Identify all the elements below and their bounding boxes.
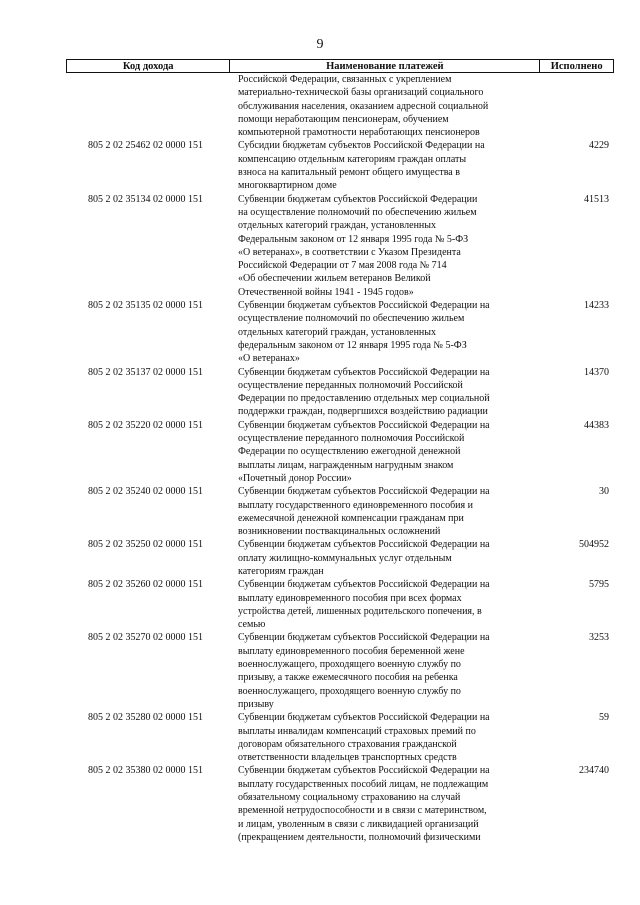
payment-name-line: ежемесячной денежной компенсации гражданам при bbox=[238, 512, 464, 524]
payment-name bbox=[238, 299, 546, 365]
payment-name-line: и лицам, уволенным в связи с ликвидацией организаций bbox=[238, 818, 479, 830]
payment-name bbox=[238, 764, 546, 844]
payment-name-line: осуществление переданного полномочия Российской bbox=[238, 433, 465, 445]
table-row bbox=[0, 193, 640, 299]
payment-name-line: категориям граждан bbox=[238, 565, 324, 577]
payment-name-line: Федеральным законом от 12 января 1995 года № 5-ФЗ bbox=[238, 233, 469, 245]
table-row bbox=[0, 366, 640, 419]
payment-name-line: взноса на капитальный ремонт общего имущества в bbox=[238, 167, 460, 179]
payment-name-line: Федерации по предоставлению отдельных мер социальной bbox=[238, 393, 490, 405]
executed-amount: 14233 bbox=[584, 300, 609, 312]
payment-name-line: выплаты лицам, награжденным нагрудным знаком bbox=[238, 459, 454, 471]
income-code: 805 2 02 35380 02 0000 151 bbox=[88, 765, 203, 777]
payment-name bbox=[238, 73, 546, 139]
payment-name-line: «Почетный донор России» bbox=[238, 472, 352, 484]
table-body bbox=[0, 73, 640, 844]
payment-name-line: материально-технической базы организаций социального bbox=[238, 87, 484, 99]
income-code: 805 2 02 25462 02 0000 151 bbox=[88, 140, 203, 152]
payment-name-line: Субвенции бюджетам субъектов Российской Федерации на bbox=[238, 712, 490, 724]
executed-amount: 30 bbox=[599, 486, 609, 498]
income-code: 805 2 02 35134 02 0000 151 bbox=[88, 193, 203, 205]
executed-amount: 234740 bbox=[579, 765, 609, 777]
payment-name-line: выплату единовременного пособия при всех формах bbox=[238, 592, 462, 604]
payment-name-line: выплату государственных пособий лицам, не подлежащим bbox=[238, 778, 489, 790]
payment-name-line: призыву, а также ежемесячного пособия на ребенка bbox=[238, 672, 458, 684]
income-code: 805 2 02 35270 02 0000 151 bbox=[88, 632, 203, 644]
payment-name-line: Субсидии бюджетам субъектов Российской Федерации на bbox=[238, 140, 485, 152]
payment-name-line: осуществление переданных полномочий Российской bbox=[238, 379, 463, 391]
payment-name-line: многоквартирном доме bbox=[238, 180, 337, 192]
payment-name bbox=[238, 711, 546, 764]
income-code: 805 2 02 35137 02 0000 151 bbox=[88, 366, 203, 378]
executed-amount: 504952 bbox=[579, 539, 609, 551]
payment-name-line: обязательному социальному страхованию на случай bbox=[238, 792, 461, 804]
payment-name-line: «Об обеспечении жильем ветеранов Великой bbox=[238, 273, 431, 285]
payment-name-line: компенсацию отдельным категориям граждан оплаты bbox=[238, 153, 467, 165]
executed-amount: 14370 bbox=[584, 366, 609, 378]
income-code: 805 2 02 35135 02 0000 151 bbox=[88, 300, 203, 312]
payment-name-line: федеральным законом от 12 января 1995 года № 5-ФЗ bbox=[238, 339, 467, 351]
payment-name-line: ответственности владельцев транспортных средств bbox=[238, 752, 457, 764]
payment-name-line: временной нетрудоспособности и в связи с материнством, bbox=[238, 805, 487, 817]
income-code: 805 2 02 35250 02 0000 151 bbox=[88, 539, 203, 551]
income-code: 805 2 02 35280 02 0000 151 bbox=[88, 712, 203, 724]
payment-name-line: военнослужащего, проходящего военную службу по bbox=[238, 659, 461, 671]
executed-amount bbox=[546, 73, 609, 139]
income-code bbox=[0, 73, 238, 139]
table-row bbox=[0, 139, 640, 192]
table-row bbox=[0, 485, 640, 538]
header-code: Код дохода bbox=[67, 60, 230, 72]
payment-name-line: отдельных категорий граждан, установленных bbox=[238, 326, 436, 338]
header-executed: Исполнено bbox=[550, 60, 603, 72]
executed-amount: 44383 bbox=[584, 419, 609, 431]
payment-name-line: на осуществление полномочий по обеспечению жильем bbox=[238, 206, 477, 218]
income-code: 805 2 02 35220 02 0000 151 bbox=[88, 419, 203, 431]
payment-name-line: Субвенции бюджетам субъектов Российской Федерации на bbox=[238, 300, 490, 312]
payment-name-line: Субвенции бюджетам субъектов Российской Федерации на bbox=[238, 366, 490, 378]
payment-name bbox=[238, 538, 546, 578]
payment-name-line: договорам обязательного страхования гражданской bbox=[238, 738, 457, 750]
payment-name-line: Российской Федерации, связанных с укреплением bbox=[238, 74, 452, 85]
payment-name-line: возникновении поствакцинальных осложнений bbox=[238, 526, 441, 538]
table-row bbox=[0, 73, 640, 139]
header-name: Наименование платежей bbox=[230, 60, 540, 72]
payment-name-line: Отечественной войны 1941 - 1945 годов» bbox=[238, 286, 414, 298]
payment-name-line: (прекращением деятельности, полномочий физическими bbox=[238, 831, 481, 843]
payment-name bbox=[238, 485, 546, 538]
payment-name-line: Российской Федерации от 7 мая 2008 года № 714 bbox=[238, 260, 447, 272]
page-number: 9 bbox=[316, 37, 324, 52]
payment-name-line: Субвенции бюджетам субъектов Российской Федерации на bbox=[238, 632, 490, 644]
payment-name-line: оплату жилищно-коммунальных услуг отдельным bbox=[238, 552, 452, 564]
payment-name-line: Субвенции бюджетам субъектов Российской Федерации bbox=[238, 193, 478, 205]
payment-name-line: семью bbox=[238, 619, 266, 631]
table-row bbox=[0, 299, 640, 365]
table-row bbox=[0, 538, 640, 578]
table-row bbox=[0, 578, 640, 631]
income-code: 805 2 02 35240 02 0000 151 bbox=[88, 486, 203, 498]
payment-name-line: поддержки граждан, подвергшихся воздействию радиации bbox=[238, 406, 488, 418]
payment-name-line: отдельных категорий граждан, установленных bbox=[238, 220, 436, 232]
payment-name bbox=[238, 193, 546, 299]
payment-name-line: выплаты инвалидам компенсаций страховых премий по bbox=[238, 725, 476, 737]
payment-name-line: помощи неработающим пенсионерам, обучением bbox=[238, 113, 449, 125]
payment-name-line: Субвенции бюджетам субъектов Российской Федерации на bbox=[238, 765, 490, 777]
income-code: 805 2 02 35260 02 0000 151 bbox=[88, 579, 203, 591]
payment-name-line: Субвенции бюджетам субъектов Российской Федерации на bbox=[238, 539, 490, 551]
payment-name bbox=[238, 366, 546, 419]
payment-name-line: осуществление полномочий по обеспечению жильем bbox=[238, 313, 465, 325]
executed-amount: 5795 bbox=[589, 579, 609, 591]
table-row bbox=[0, 764, 640, 844]
payment-name-line: «О ветеранах», в соответствии с Указом Президента bbox=[238, 246, 461, 258]
payment-name-line: военнослужащего, проходящего военную службу по bbox=[238, 685, 461, 697]
executed-amount: 59 bbox=[599, 712, 609, 724]
executed-amount: 3253 bbox=[589, 632, 609, 644]
payment-name bbox=[238, 419, 546, 485]
payment-name-line: выплату единовременного пособия беременной жене bbox=[238, 645, 465, 657]
payment-name-line: Федерации по осуществлению ежегодной денежной bbox=[238, 446, 461, 458]
payment-name-line: обслуживания населения, оказанием адресной социальной bbox=[238, 100, 489, 112]
payment-name bbox=[238, 631, 546, 711]
payment-name-line: призыву bbox=[238, 698, 274, 710]
payment-name-line: компьютерной грамотности неработающих пенсионеров bbox=[238, 127, 480, 139]
table-header bbox=[66, 59, 614, 73]
payment-name-line: Субвенции бюджетам субъектов Российской Федерации на bbox=[238, 419, 490, 431]
payment-name-line: Субвенции бюджетам субъектов Российской Федерации на bbox=[238, 486, 490, 498]
payment-name-line: Субвенции бюджетам субъектов Российской Федерации на bbox=[238, 579, 490, 591]
payment-name-line: «О ветеранах» bbox=[238, 353, 300, 365]
payment-name bbox=[238, 578, 546, 631]
table-row bbox=[0, 419, 640, 485]
payment-name bbox=[238, 139, 546, 192]
table-row bbox=[0, 711, 640, 764]
payment-name-line: устройства детей, лишенных родительского попечения, в bbox=[238, 605, 482, 617]
payment-name-line: выплату государственного единовременного пособия и bbox=[238, 499, 473, 511]
table-row bbox=[0, 631, 640, 711]
executed-amount: 41513 bbox=[584, 193, 609, 205]
executed-amount: 4229 bbox=[589, 140, 609, 152]
